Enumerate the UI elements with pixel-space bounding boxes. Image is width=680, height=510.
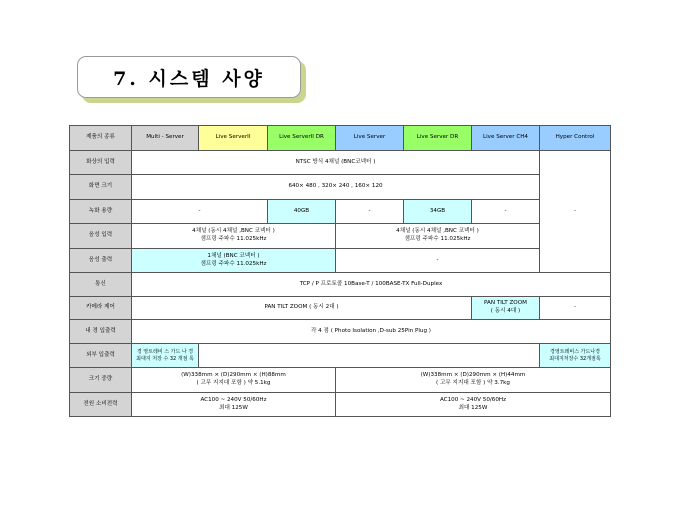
ext-out-a-line1: 경 영트레비 스 가드 나 경 <box>136 348 194 355</box>
size-a-line2: ( 고무 지지대 포함 ) 약 5.1kg <box>196 380 271 386</box>
row-label-screen: 화면 크기 <box>70 175 132 200</box>
camera-live-ch4 <box>472 297 540 320</box>
table-row-screen <box>70 175 611 200</box>
storage-live-server: - <box>336 200 404 224</box>
audio-in-group-a <box>132 224 336 249</box>
row-label-power: 전원 소비전력 <box>70 393 132 417</box>
audio-out-line2: 샘프링 주파수 11.025kHz <box>200 260 267 267</box>
power-b-line2: 최대 125W <box>458 404 488 411</box>
page-title-box <box>77 56 301 98</box>
table-row-video-in <box>70 151 611 175</box>
storage-multi-live2: - <box>132 200 268 224</box>
model-live-server-2-dr: Live ServerII DR <box>268 126 336 151</box>
ext-out-blank <box>199 344 540 368</box>
spec-table <box>69 125 611 417</box>
table-row-ext-out <box>70 344 611 368</box>
audio-out-group-b: - <box>336 249 540 273</box>
row-label-storage: 녹화 용량 <box>70 200 132 224</box>
ext-out-a-line2: 최대지 처장 수 32 개점 록 <box>136 355 194 362</box>
audio-out-line1: 1채널 (BNC 코넥터 ) <box>207 252 260 259</box>
table-row-audio-out <box>70 249 611 273</box>
row-label-product-type: 제품의 종류 <box>70 126 132 151</box>
ext-out-hyper-control <box>540 344 611 368</box>
ext-out-b-line1: 경영트레비스 가드나경 <box>550 348 600 355</box>
screen-value: 640× 480 , 320× 240 , 160× 120 <box>132 175 540 200</box>
ext-in-value: 각 4 점 ( Photo Isolation ,D-sub 25Pin Plug ) <box>132 320 611 344</box>
size-group-b <box>336 368 611 393</box>
power-group-a <box>132 393 336 417</box>
ext-out-b-line2: 최대지처장수 32개점록 <box>549 355 601 362</box>
audio-out-group-a <box>132 249 336 273</box>
row-label-audio-in: 음성 입력 <box>70 224 132 249</box>
table-row-comm <box>70 273 611 297</box>
row-label-audio-out: 음성 출력 <box>70 249 132 273</box>
audio-in-group-b <box>336 224 540 249</box>
size-b-line2: ( 고무 지지대 포함 ) 약 3.7kg <box>436 380 510 386</box>
row-label-camera: 카메라 제어 <box>70 297 132 320</box>
camera-b-line2: ( 동시 4대 ) <box>490 308 521 314</box>
page-title: 7. 시스템 사양 <box>113 67 265 90</box>
camera-b-line1: PAN TILT ZOOM <box>484 300 527 307</box>
table-row-camera <box>70 297 611 320</box>
hyper-control-dash: - <box>540 151 611 273</box>
size-group-a <box>132 368 336 393</box>
size-a-line1: (W)338mm × (D)290mm × (H)88mm <box>181 372 286 379</box>
video-in-value: NTSC 방식 4채널 (BNC코넥터 ) <box>132 151 540 175</box>
row-label-ext-in: 내 경 입출력 <box>70 320 132 344</box>
audio-in-b-line1: 4채널 (동시 4채널 ,BNC 코넥터 ) <box>396 228 479 235</box>
table-row-ext-in <box>70 320 611 344</box>
table-row-storage <box>70 200 611 224</box>
size-b-line1: (W)338mm × (D)290mm × (H)44mm <box>420 372 526 379</box>
row-label-size: 크기 중량 <box>70 368 132 393</box>
model-live-server-ch4: Live Server CH4 <box>472 126 540 151</box>
model-multi-server: Multi - Server <box>132 126 199 151</box>
table-row-power <box>70 393 611 417</box>
row-label-comm: 통신 <box>70 273 132 297</box>
model-live-server: Live Server <box>336 126 404 151</box>
power-a-line2: 최대 125W <box>219 404 248 411</box>
model-hyper-control: Hyper Control <box>540 126 611 151</box>
camera-group-a: PAN TILT ZOOM ( 동시 2대 ) <box>132 297 472 320</box>
comm-value: TCP / P 프로토콜 10Base-T / 100BASE-TX Full-Duplex <box>132 273 611 297</box>
storage-live2-dr: 40GB <box>268 200 336 224</box>
model-live-server-2: Live ServerII <box>199 126 268 151</box>
table-row-size <box>70 368 611 393</box>
power-a-line1: AC100 ~ 240V 50/60Hz <box>200 396 267 403</box>
audio-in-a-line1: 4채널 (동시 4채널 ,BNC 코넥터 ) <box>192 228 275 235</box>
audio-in-b-line2: 샘프링 주파수 11.025kHz <box>404 236 471 242</box>
audio-in-a-line2: 샘프링 주파수 11.025kHz <box>200 236 267 242</box>
storage-live-server-dr: 34GB <box>404 200 472 224</box>
power-group-b <box>336 393 611 417</box>
storage-live-ch4: - <box>472 200 540 224</box>
ext-out-multi-server <box>132 344 199 368</box>
table-row-audio-in <box>70 224 611 249</box>
camera-hyper-control: - <box>540 297 611 320</box>
power-b-line1: AC100 ~ 240V 50/60Hz <box>439 396 507 403</box>
row-label-video-in: 화상의 입력 <box>70 151 132 175</box>
row-label-ext-out: 외부 입출력 <box>70 344 132 368</box>
model-live-server-dr: Live Server DR <box>404 126 472 151</box>
table-row-header <box>70 126 611 151</box>
